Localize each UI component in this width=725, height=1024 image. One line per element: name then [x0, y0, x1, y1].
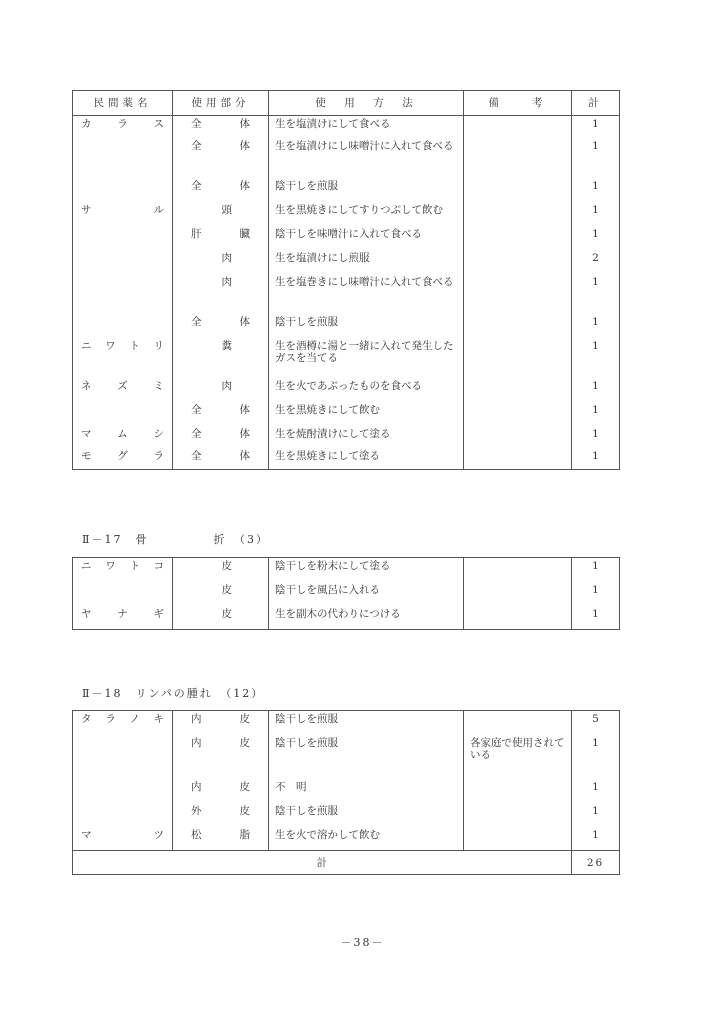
remedy-name-cell — [73, 226, 173, 250]
table-header-row — [73, 91, 620, 116]
used-part-cell: 頭 — [173, 202, 269, 226]
remedy-name-cell — [73, 314, 173, 338]
count-cell: 1 — [572, 558, 620, 582]
used-part-cell: 肝臓 — [173, 226, 269, 250]
remarks-cell — [464, 426, 572, 448]
count-cell: 1 — [572, 606, 620, 630]
remedy-name-cell: タラノキ — [73, 711, 173, 735]
table-row — [73, 226, 620, 250]
table-row — [73, 711, 620, 735]
remedy-name-cell: モグラ — [73, 448, 173, 470]
usage-method-cell: 陰干しを煎服 — [269, 735, 464, 779]
table-row — [73, 558, 620, 582]
table-row — [73, 803, 620, 827]
count-cell: 1 — [572, 582, 620, 606]
count-cell: 1 — [572, 226, 620, 250]
remedy-name-cell — [73, 138, 173, 178]
section-title-lymph: Ⅱ－18 リンパの腫れ （12） — [82, 687, 265, 700]
table-row — [73, 779, 620, 803]
remarks-cell — [464, 138, 572, 178]
count-cell: 1 — [572, 426, 620, 448]
table-lymph — [72, 710, 620, 875]
table-main — [72, 90, 620, 470]
count-cell: 1 — [572, 378, 620, 402]
used-part-cell: 皮 — [173, 558, 269, 582]
total-label: 計 — [73, 851, 572, 875]
used-part-cell: 全体 — [173, 426, 269, 448]
total-value: 26 — [572, 851, 620, 875]
remedy-name-cell: マツ — [73, 827, 173, 851]
count-cell: 1 — [572, 338, 620, 378]
table-row — [73, 735, 620, 779]
table-row — [73, 202, 620, 226]
remarks-cell — [464, 226, 572, 250]
table-fracture — [72, 557, 620, 630]
usage-method-cell: 生を焼酎漬けにして塗る — [269, 426, 464, 448]
table-row — [73, 426, 620, 448]
header-method: 使 用 方 法 — [269, 91, 464, 116]
usage-method-cell: 陰干しを煎服 — [269, 314, 464, 338]
used-part-cell: 外皮 — [173, 803, 269, 827]
remarks-cell — [464, 827, 572, 851]
used-part-cell: 肉 — [173, 274, 269, 314]
used-part-cell: 皮 — [173, 582, 269, 606]
remedy-name-cell: マムシ — [73, 426, 173, 448]
remarks-cell — [464, 606, 572, 630]
usage-method-cell: 陰干しを煎服 — [269, 178, 464, 202]
table-row — [73, 338, 620, 378]
usage-method-cell: 生を酒樽に湯と一緒に入れて発生したガスを当てる — [269, 338, 464, 378]
usage-method-cell: 生を黒焼きにしてすりつぶして飲む — [269, 202, 464, 226]
table-row — [73, 606, 620, 630]
remedy-name-cell: ニワトリ — [73, 338, 173, 378]
remedy-name-cell — [73, 178, 173, 202]
used-part-cell: 全体 — [173, 402, 269, 426]
remarks-cell — [464, 558, 572, 582]
remarks-cell: 各家庭で使用されている — [464, 735, 572, 779]
count-cell: 1 — [572, 314, 620, 338]
table-row — [73, 250, 620, 274]
count-cell: 2 — [572, 250, 620, 274]
remarks-cell — [464, 779, 572, 803]
remedy-name-cell: ニワトコ — [73, 558, 173, 582]
used-part-cell: 内皮 — [173, 779, 269, 803]
remedy-name-cell — [73, 582, 173, 606]
table-row — [73, 448, 620, 470]
remarks-cell — [464, 202, 572, 226]
used-part-cell: 肉 — [173, 250, 269, 274]
usage-method-cell: 陰干しを煎服 — [269, 711, 464, 735]
header-note: 備 考 — [464, 91, 572, 116]
table-row — [73, 378, 620, 402]
header-name: 民間薬名 — [73, 91, 173, 116]
total-row — [73, 851, 620, 875]
usage-method-cell: 生を黒焼きにして塗る — [269, 448, 464, 470]
usage-method-cell: 不 明 — [269, 779, 464, 803]
used-part-cell: 糞 — [173, 338, 269, 378]
usage-method-cell: 陰干しを風呂に入れる — [269, 582, 464, 606]
remarks-cell — [464, 116, 572, 138]
header-part: 使用部分 — [173, 91, 269, 116]
remarks-cell — [464, 378, 572, 402]
remarks-cell — [464, 314, 572, 338]
count-cell: 1 — [572, 202, 620, 226]
remarks-cell — [464, 250, 572, 274]
remarks-cell — [464, 402, 572, 426]
count-cell: 5 — [572, 711, 620, 735]
usage-method-cell: 生を塩漬けにし味噌汁に入れて食べる — [269, 138, 464, 178]
used-part-cell: 全体 — [173, 314, 269, 338]
remarks-cell — [464, 448, 572, 470]
usage-method-cell: 生を火で溶かして飲む — [269, 827, 464, 851]
usage-method-cell: 陰干しを煎服 — [269, 803, 464, 827]
used-part-cell: 肉 — [173, 378, 269, 402]
remarks-cell — [464, 178, 572, 202]
remedy-name-cell: ネズミ — [73, 378, 173, 402]
count-cell: 1 — [572, 803, 620, 827]
table-row — [73, 116, 620, 138]
count-cell: 1 — [572, 116, 620, 138]
remedy-name-cell — [73, 250, 173, 274]
usage-method-cell: 生を黒焼きにして飲む — [269, 402, 464, 426]
usage-method-cell: 生を塩漬けにし煎服 — [269, 250, 464, 274]
table-row — [73, 314, 620, 338]
remedy-name-cell — [73, 402, 173, 426]
used-part-cell: 皮 — [173, 606, 269, 630]
used-part-cell: 松脂 — [173, 827, 269, 851]
remarks-cell — [464, 803, 572, 827]
count-cell: 1 — [572, 827, 620, 851]
table-row — [73, 138, 620, 178]
count-cell: 1 — [572, 779, 620, 803]
count-cell: 1 — [572, 402, 620, 426]
used-part-cell: 全体 — [173, 448, 269, 470]
used-part-cell: 全体 — [173, 138, 269, 178]
used-part-cell: 全体 — [173, 178, 269, 202]
usage-method-cell: 生を火であぶったものを食べる — [269, 378, 464, 402]
used-part-cell: 内皮 — [173, 711, 269, 735]
count-cell: 1 — [572, 448, 620, 470]
remarks-cell — [464, 274, 572, 314]
page-number: －38－ — [340, 936, 385, 949]
remedy-name-cell — [73, 735, 173, 779]
remedy-name-cell: サル — [73, 202, 173, 226]
usage-method-cell: 生を塩巻きにし味噌汁に入れて食べる — [269, 274, 464, 314]
table-row — [73, 274, 620, 314]
header-count: 計 — [572, 91, 620, 116]
usage-method-cell: 生を副木の代わりにつける — [269, 606, 464, 630]
remedy-name-cell: ヤナギ — [73, 606, 173, 630]
table-row — [73, 827, 620, 851]
table-row — [73, 402, 620, 426]
table-row — [73, 582, 620, 606]
count-cell: 1 — [572, 274, 620, 314]
usage-method-cell: 陰干しを粉末にして塗る — [269, 558, 464, 582]
used-part-cell: 内皮 — [173, 735, 269, 779]
usage-method-cell: 生を塩漬けにして食べる — [269, 116, 464, 138]
remarks-cell — [464, 338, 572, 378]
used-part-cell: 全体 — [173, 116, 269, 138]
usage-method-cell: 陰干しを味噌汁に入れて食べる — [269, 226, 464, 250]
table-row — [73, 178, 620, 202]
remarks-cell — [464, 582, 572, 606]
remedy-name-cell: カラス — [73, 116, 173, 138]
remedy-name-cell — [73, 803, 173, 827]
count-cell: 1 — [572, 178, 620, 202]
count-cell: 1 — [572, 735, 620, 779]
section-title-fracture: Ⅱ－17 骨 折 （3） — [82, 533, 269, 546]
remedy-name-cell — [73, 779, 173, 803]
count-cell: 1 — [572, 138, 620, 178]
remedy-name-cell — [73, 274, 173, 314]
remarks-cell — [464, 711, 572, 735]
